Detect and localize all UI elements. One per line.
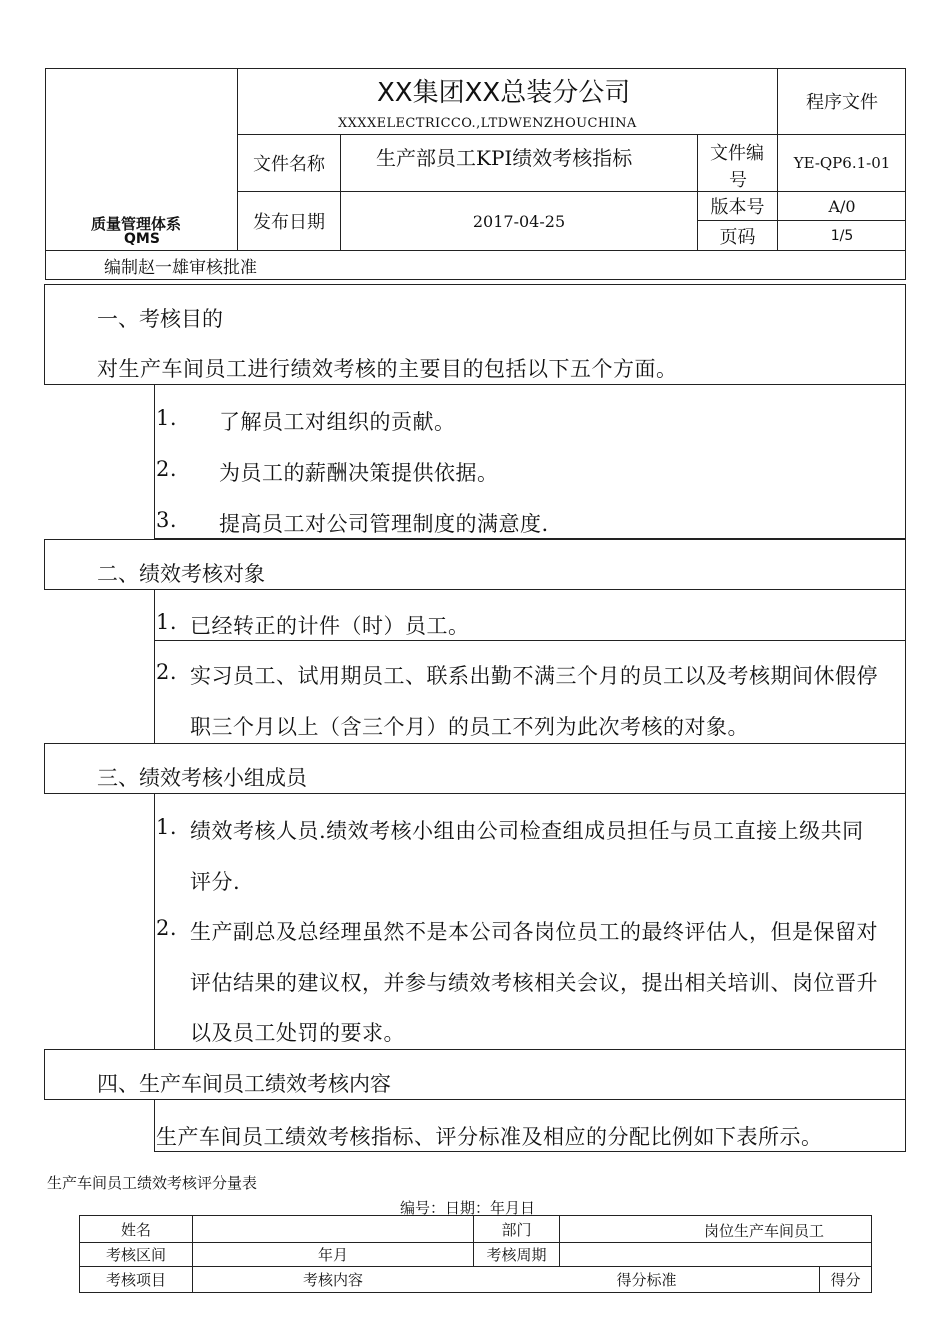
company-name-en: XXXXELECTRICCO.,LTDWENZHOUCHINA (338, 116, 637, 131)
list-item: 为员工的薪酬决策提供依据。 (219, 461, 499, 485)
release-date-label: 发布日期 (253, 212, 325, 233)
list-item-number: 1. (156, 815, 178, 839)
table-meta: 编号：日期：年月日 (400, 1199, 536, 1217)
file-name: 生产部员工KPI绩效考核指标 (376, 146, 633, 170)
page-number: 1/5 (830, 227, 854, 244)
dept-label: 部门 (501, 1220, 532, 1239)
list-item-continued: 评分. (190, 870, 241, 894)
list-item: 生产副总及总经理虽然不是本公司各岗位员工的最终评估人，但是保留对 (190, 920, 878, 944)
company-name-cn: XX集团XX总装分公司 (377, 78, 631, 108)
list-item: 提高员工对公司管理制度的满意度. (219, 512, 549, 536)
period-value: 年月 (317, 1246, 348, 1264)
position-label: 岗位生产车间员工 (704, 1222, 825, 1240)
list-item-continued: 评估结果的建议权，并参与绩效考核相关会议，提出相关培训、岗位晋升 (190, 971, 878, 995)
cycle-label: 考核周期 (486, 1246, 547, 1264)
section-2-title: 二、绩效考核对象 (97, 562, 265, 586)
list-item-continued: 职三个月以上（含三个月）的员工不列为此次考核的对象。 (190, 715, 749, 739)
list-item-number: 2. (156, 660, 178, 684)
section-3-title: 三、绩效考核小组成员 (97, 766, 307, 790)
section-4-intro: 生产车间员工绩效考核指标、评分标准及相应的分配比例如下表所示。 (156, 1125, 823, 1149)
score-header: 得分 (830, 1271, 861, 1289)
standard-header: 得分标准 (616, 1271, 677, 1289)
file-name-label: 文件名称 (253, 154, 325, 175)
list-item-number: 3. (156, 508, 178, 532)
content-header: 考核内容 (302, 1271, 363, 1289)
file-no-label-2: 号 (729, 170, 747, 191)
list-item-continued: 以及员工处罚的要求。 (190, 1021, 405, 1045)
section-1-intro: 对生产车间员工进行绩效考核的主要目的包括以下五个方面。 (97, 357, 678, 381)
version-label: 版本号 (710, 197, 765, 218)
section-1-title: 一、考核目的 (97, 307, 223, 331)
version: A/0 (828, 196, 856, 216)
compile-line: 编制赵一雄审核批准 (104, 258, 257, 278)
file-no-label-1: 文件编 (710, 143, 764, 164)
list-item-number: 1. (156, 610, 178, 634)
item-header: 考核项目 (105, 1271, 166, 1289)
list-item-number: 2. (156, 457, 178, 481)
file-no: YE-QP6.1-01 (793, 154, 891, 172)
qms-label: 质量管理体系 (91, 215, 182, 233)
doc-type: 程序文件 (806, 92, 878, 113)
list-item-number: 2. (156, 916, 178, 940)
list-item: 绩效考核人员.绩效考核小组由公司检查组成员担任与员工直接上级共同 (190, 819, 864, 843)
table-caption: 生产车间员工绩效考核评分量表 (47, 1174, 258, 1192)
qms-abbr: QMS (124, 231, 160, 247)
list-item: 实习员工、试用期员工、联系出勤不满三个月的员工以及考核期间休假停 (190, 664, 878, 688)
period-label: 考核区间 (105, 1246, 166, 1264)
list-item: 已经转正的计件（时）员工。 (190, 614, 470, 638)
name-label: 姓名 (120, 1220, 151, 1239)
page-label: 页码 (719, 226, 756, 248)
section-4-title: 四、生产车间员工绩效考核内容 (97, 1072, 391, 1096)
release-date: 2017-04-25 (472, 211, 566, 231)
list-item: 了解员工对组织的贡献。 (219, 410, 456, 434)
list-item-number: 1. (156, 406, 178, 430)
